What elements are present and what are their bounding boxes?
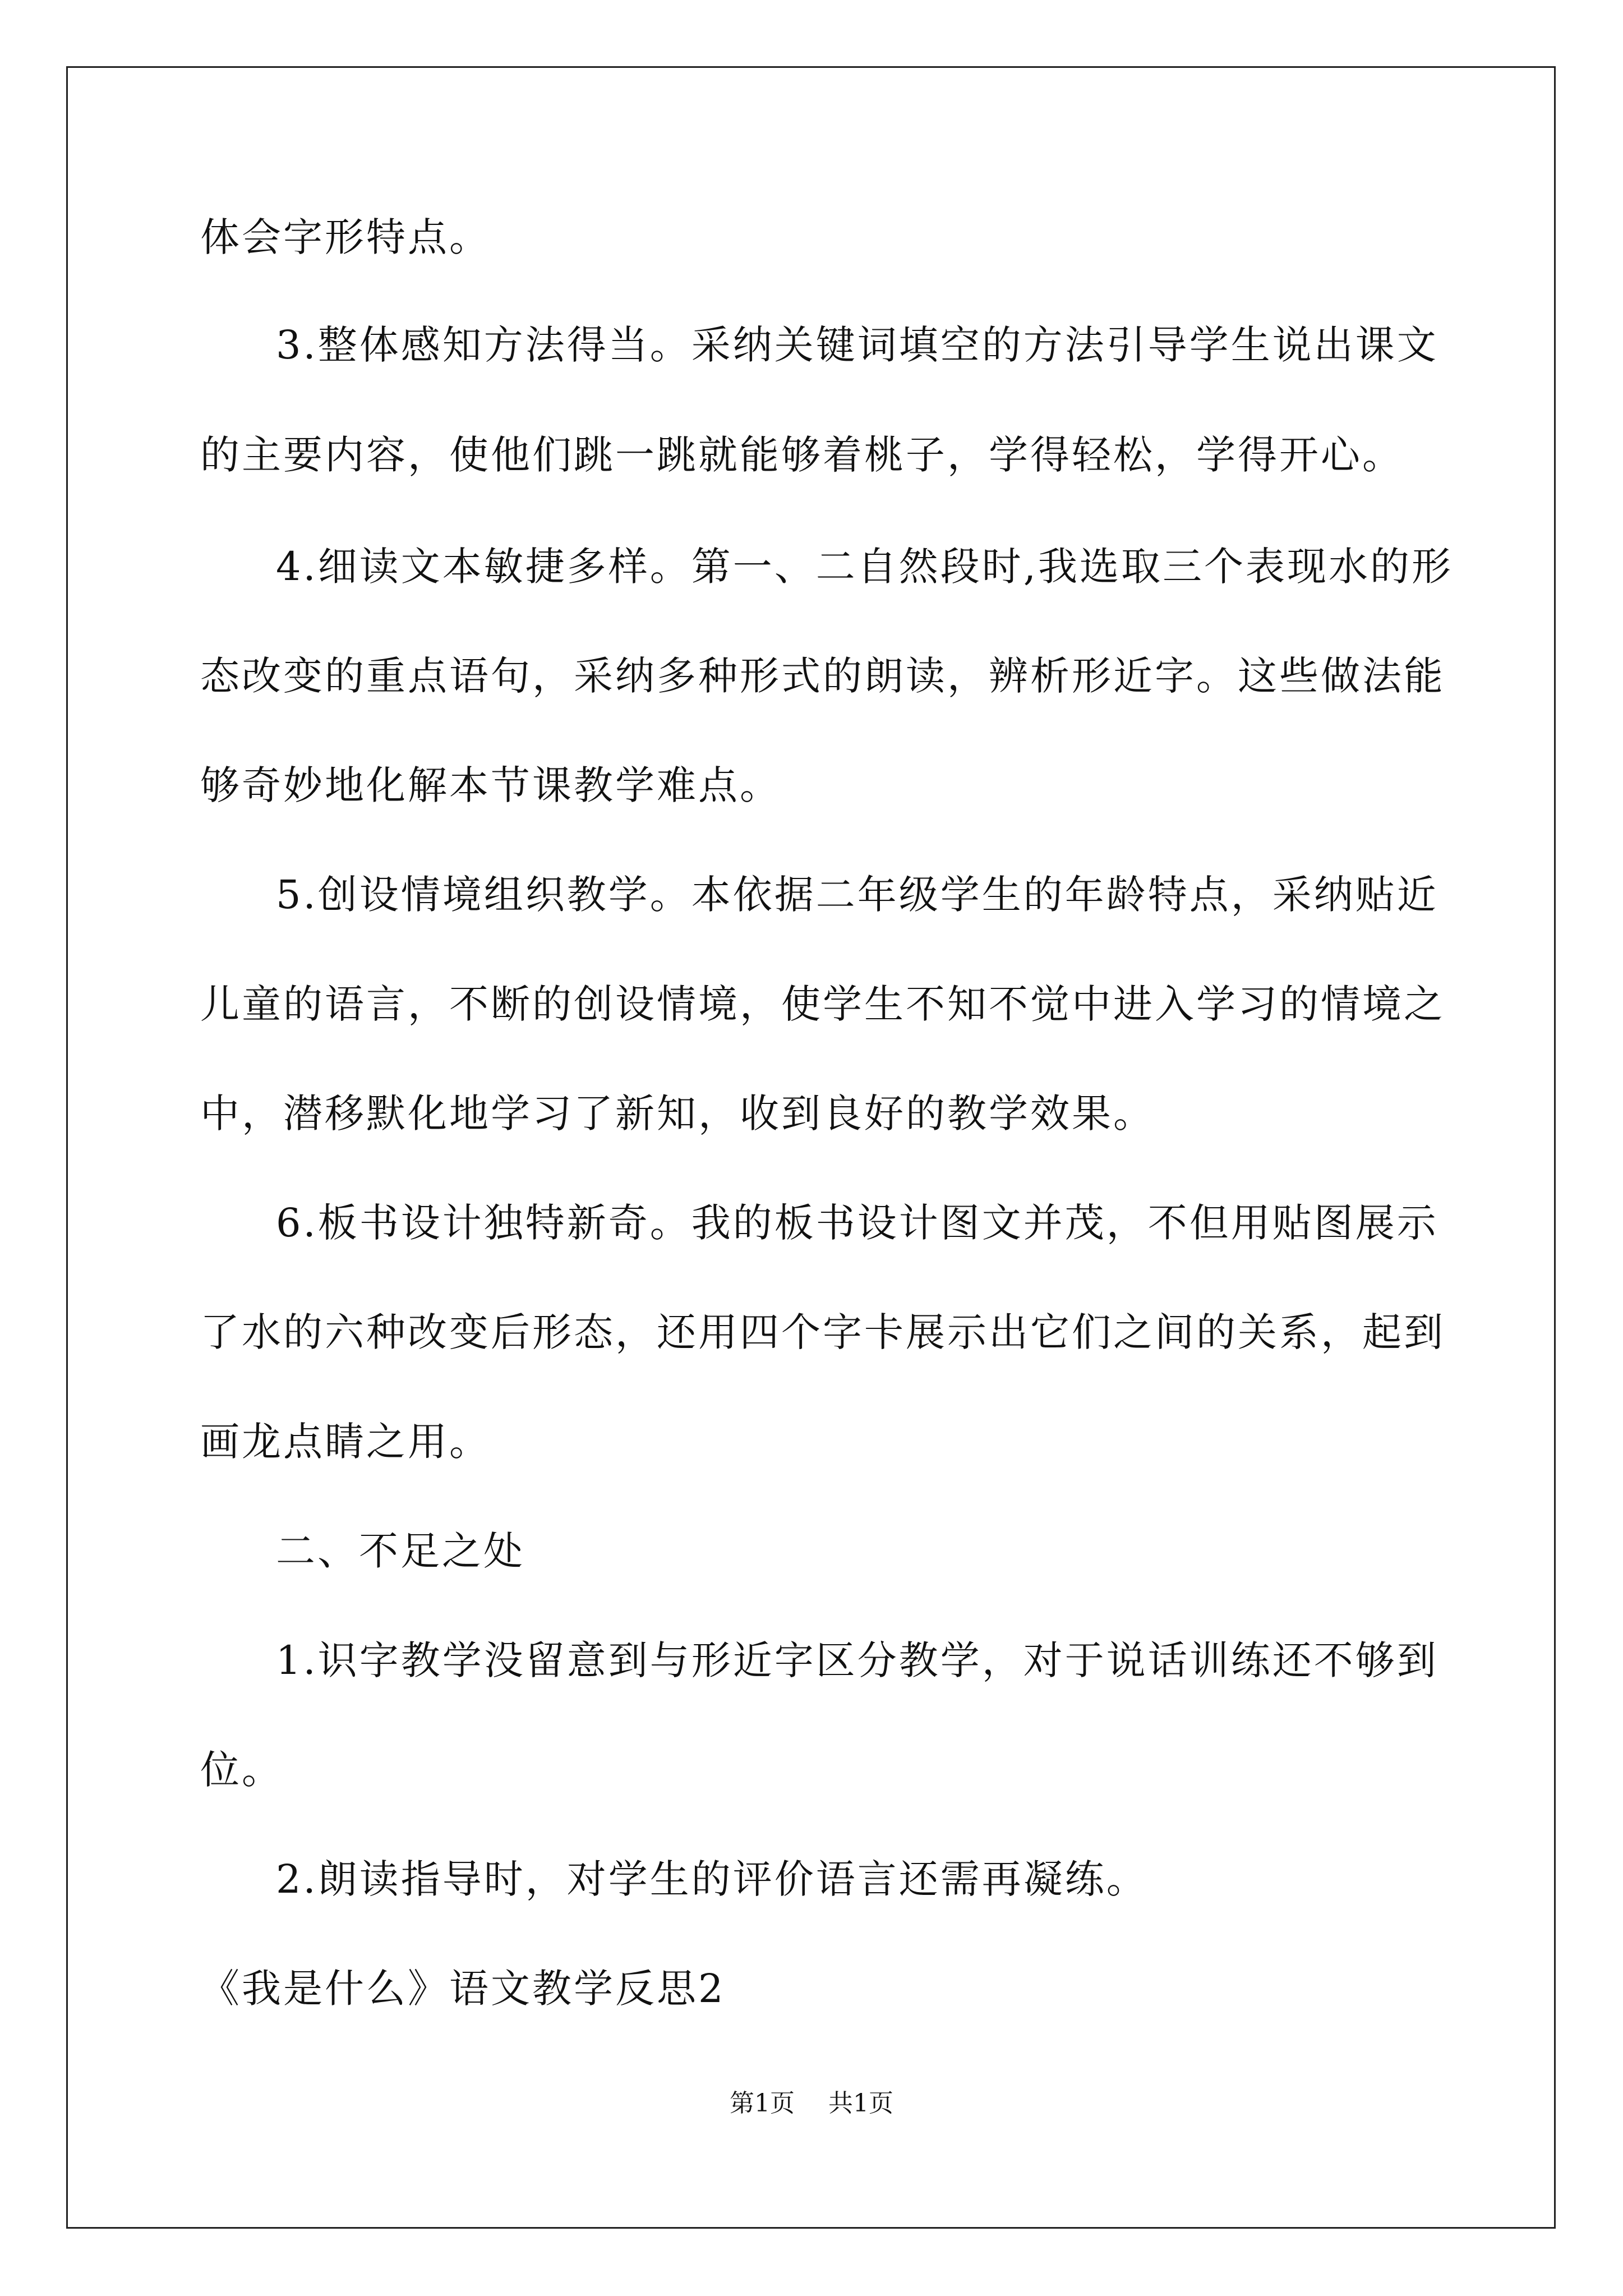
paragraph-line: 中，潜移默化地学习了新知，收到良好的教学效果。	[200, 1091, 1155, 1137]
paragraph-line: 6.板书设计独特新奇。我的板书设计图文并茂，不但用贴图展示	[276, 1200, 1438, 1246]
paragraph-line: 2.朗读指导时，对学生的评价语言还需再凝练。	[276, 1856, 1148, 1902]
document-subtitle: 《我是什么》语文教学反思2	[200, 1966, 726, 2012]
paragraph-line: 位。	[200, 1747, 283, 1793]
paragraph-line: 4.细读文本敏捷多样。第一、二自然段时,我选取三个表现水的形	[276, 544, 1454, 590]
paragraph-line: 5.创设情境组织教学。本依据二年级学生的年龄特点，采纳贴近	[276, 872, 1438, 918]
paragraph-line: 了水的六种改变后形态，还用四个字卡展示出它们之间的关系，起到	[200, 1309, 1445, 1355]
paragraph-line: 儿童的语言，不断的创设情境，使学生不知不觉中进入学习的情境之	[200, 981, 1445, 1027]
paragraph-line: 够奇妙地化解本节课教学难点。	[200, 762, 781, 808]
page-total: 共1页	[828, 2089, 893, 2118]
paragraph-line: 画龙点睛之用。	[200, 1419, 491, 1465]
section-heading: 二、不足之处	[276, 1528, 525, 1574]
paragraph-line: 态改变的重点语句，采纳多种形式的朗读，辨析形近字。这些做法能	[200, 653, 1445, 699]
paragraph-line: 体会字形特点。	[200, 214, 491, 260]
paragraph-line: 的主要内容，使他们跳一跳就能够着桃子，学得轻松，学得开心。	[200, 432, 1404, 478]
paragraph-line: 1.识字教学没留意到与形近字区分教学，对于说话训练还不够到	[276, 1637, 1438, 1683]
paragraph-line: 3.整体感知方法得当。采纳关键词填空的方法引导学生说出课文	[276, 322, 1438, 368]
page-number: 第1页	[730, 2089, 795, 2118]
page-footer	[0, 2087, 1623, 2120]
